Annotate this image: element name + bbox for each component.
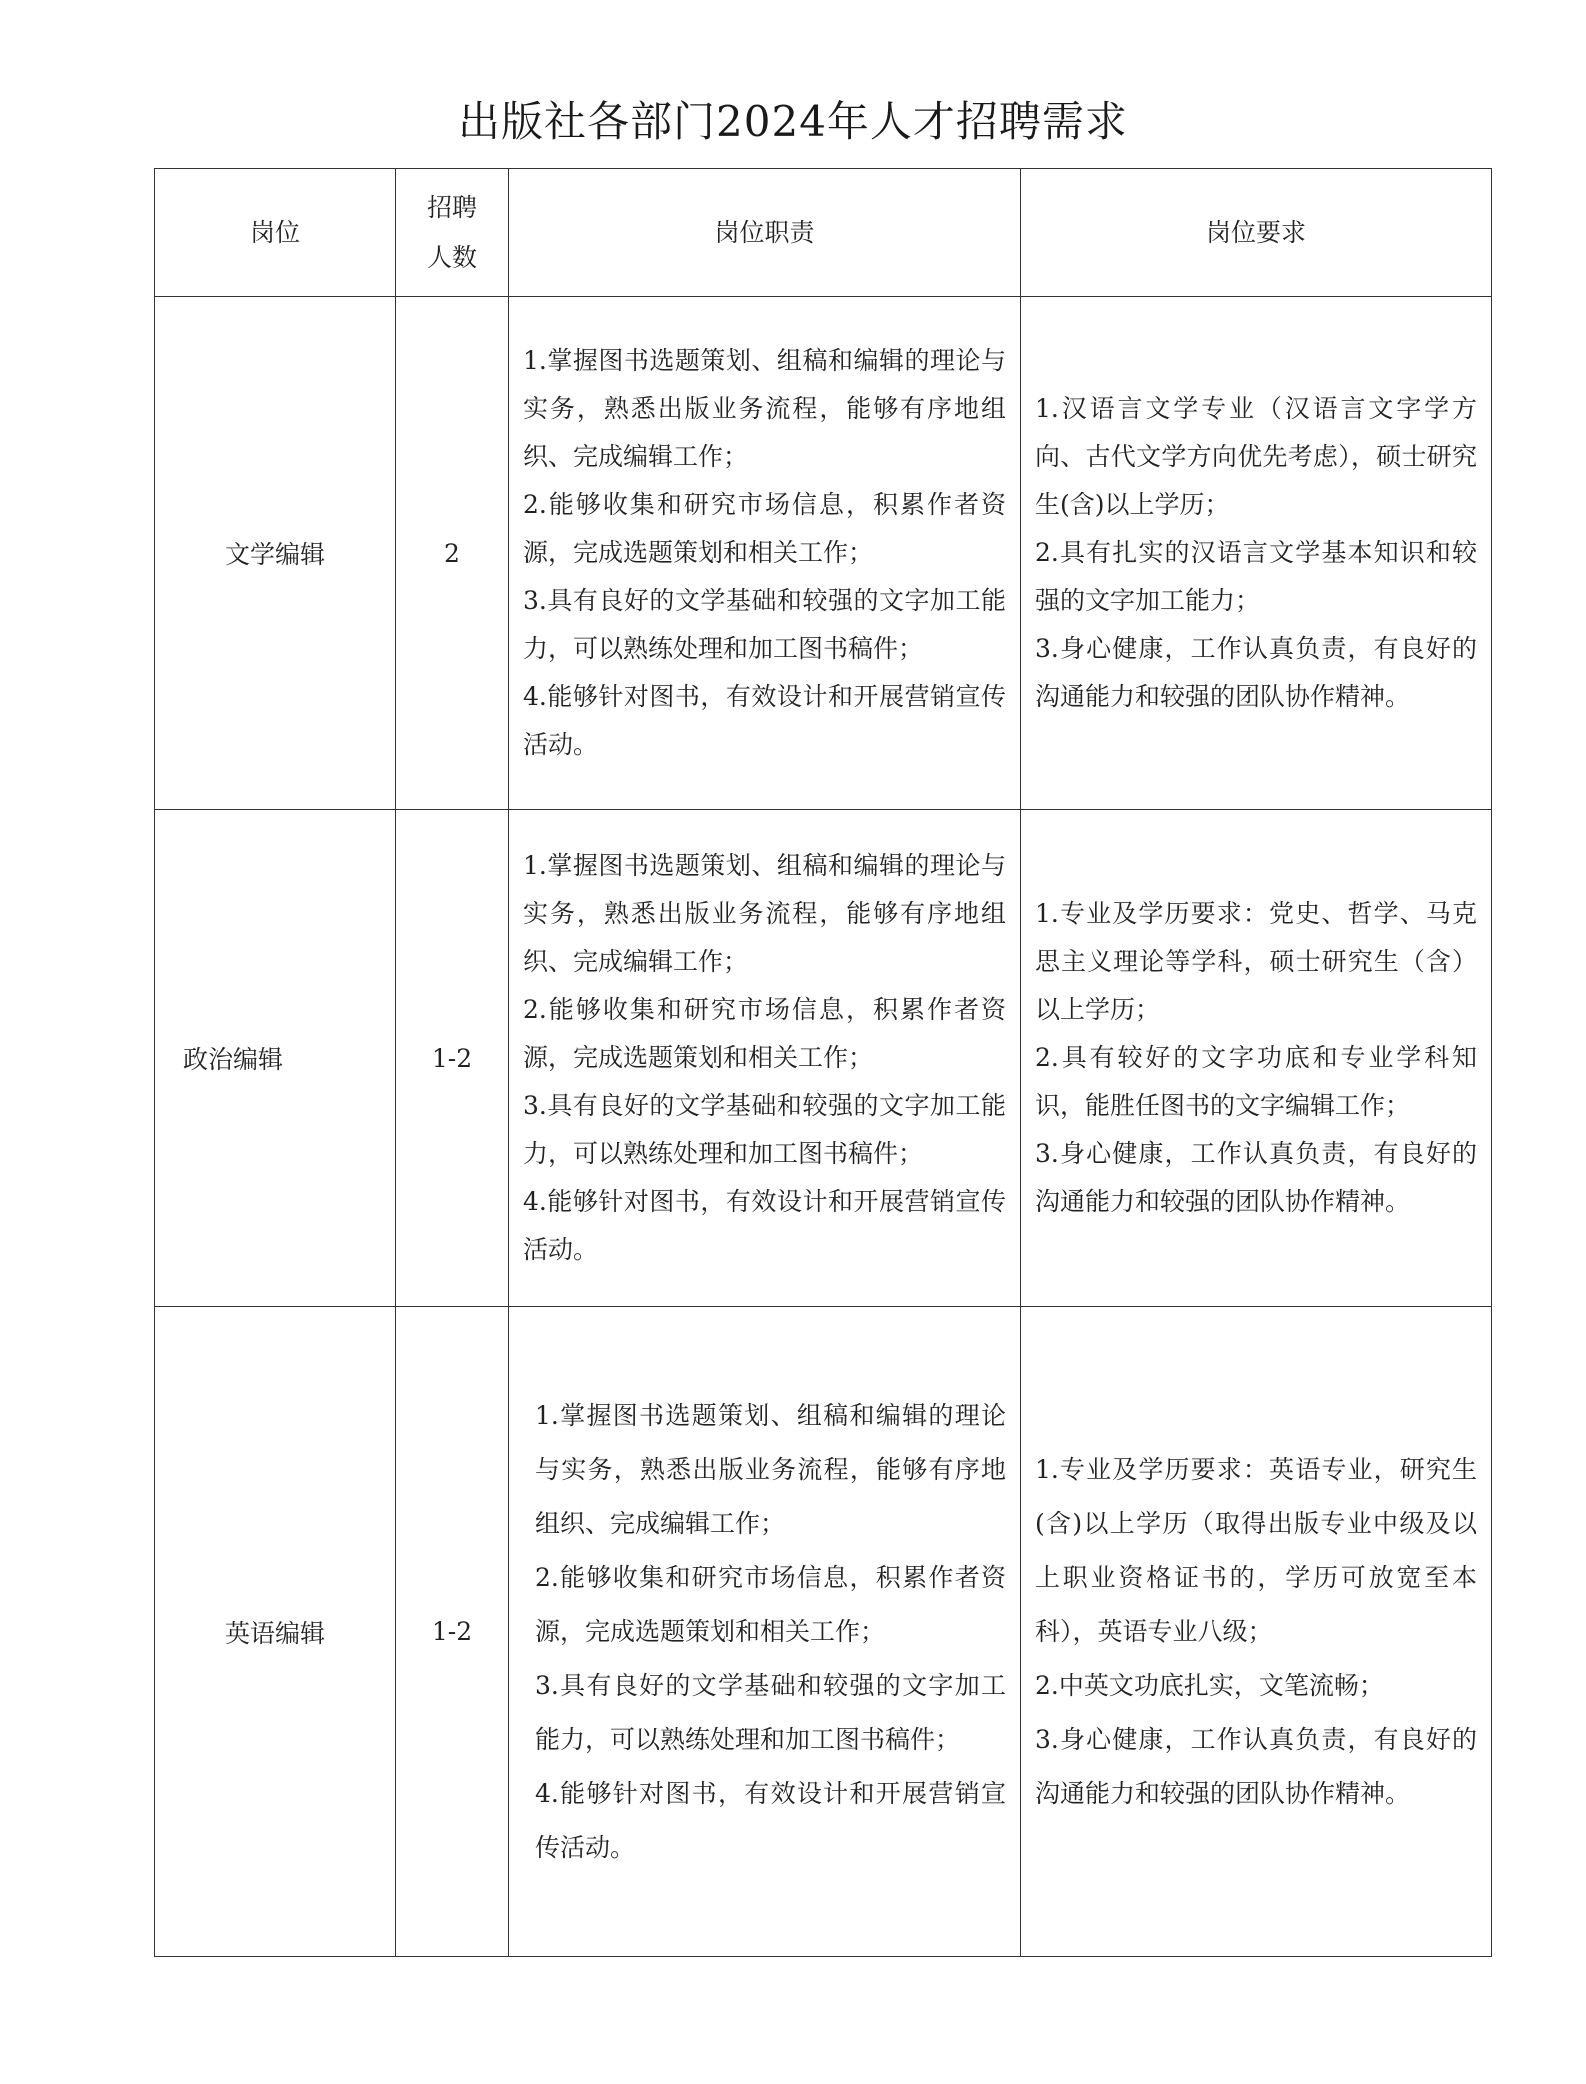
requirement-item: 2.中英文功底扎实，文笔流畅；	[1035, 1670, 1384, 1700]
count-cell: 1-2	[396, 1307, 509, 1957]
duty-item: 2.能够收集和研究市场信息，积累作者资源，完成选题策划和相关工作；	[523, 490, 1006, 567]
header-requirements: 岗位要求	[1021, 169, 1492, 297]
header-duties: 岗位职责	[509, 169, 1021, 297]
requirement-item: 1.专业及学历要求：英语专业，研究生(含)以上学历（取得出版专业中级及以上职业资格证书的，学历可放宽至本科），英语专业八级；	[1035, 1454, 1477, 1646]
requirements-cell	[1021, 1307, 1492, 1957]
duties-cell	[509, 1307, 1021, 1957]
requirements-cell	[1021, 810, 1492, 1307]
header-count-line1: 招聘	[426, 192, 477, 222]
duty-item: 2.能够收集和研究市场信息，积累作者资源，完成选题策划和相关工作；	[523, 995, 1006, 1072]
header-count	[396, 169, 509, 297]
duty-item: 3.具有良好的文学基础和较强的文字加工能力，可以熟练处理和加工图书稿件；	[523, 586, 1006, 663]
table-row	[155, 297, 1492, 810]
page-title: 出版社各部门2024年人才招聘需求	[458, 97, 1128, 146]
header-count-line2: 人数	[426, 242, 477, 272]
duties-cell	[509, 297, 1021, 810]
duty-item: 2.能够收集和研究市场信息，积累作者资源，完成选题策划和相关工作；	[535, 1562, 1006, 1646]
duty-item: 4.能够针对图书，有效设计和开展营销宣传活动。	[535, 1778, 1006, 1862]
table-row	[155, 810, 1492, 1307]
requirement-item: 3.身心健康，工作认真负责，有良好的沟通能力和较强的团队协作精神。	[1035, 634, 1477, 711]
requirements-cell	[1021, 297, 1492, 810]
requirement-item: 3.身心健康，工作认真负责，有良好的沟通能力和较强的团队协作精神。	[1035, 1724, 1477, 1808]
duty-item: 1.掌握图书选题策划、组稿和编辑的理论与实务，熟悉出版业务流程，能够有序地组织、完成编辑工作；	[523, 346, 1006, 471]
duty-item: 3.具有良好的文学基础和较强的文字加工能力，可以熟练处理和加工图书稿件；	[535, 1670, 1006, 1754]
duty-item: 1.掌握图书选题策划、组稿和编辑的理论与实务，熟悉出版业务流程，能够有序地组织、完成编辑工作；	[535, 1400, 1006, 1538]
requirement-item: 2.具有扎实的汉语言文学基本知识和较强的文字加工能力；	[1035, 538, 1477, 615]
count-cell: 1-2	[396, 810, 509, 1307]
duty-item: 1.掌握图书选题策划、组稿和编辑的理论与实务，熟悉出版业务流程，能够有序地组织、完成编辑工作；	[523, 851, 1006, 976]
requirement-item: 3.身心健康，工作认真负责，有良好的沟通能力和较强的团队协作精神。	[1035, 1139, 1477, 1216]
position-cell: 英语编辑	[155, 1307, 396, 1957]
requirement-item: 1.专业及学历要求：党史、哲学、马克思主义理论等学科，硕士研究生（含）以上学历；	[1035, 899, 1477, 1024]
requirement-item: 1.汉语言文学专业（汉语言文字学方向、古代文学方向优先考虑），硕士研究生(含)以上学历；	[1035, 394, 1477, 519]
duty-item: 4.能够针对图书，有效设计和开展营销宣传活动。	[523, 1187, 1006, 1264]
duty-item: 4.能够针对图书，有效设计和开展营销宣传活动。	[523, 682, 1006, 759]
position-cell: 政治编辑	[155, 810, 396, 1307]
position-cell: 文学编辑	[155, 297, 396, 810]
requirement-item: 2.具有较好的文字功底和专业学科知识，能胜任图书的文字编辑工作；	[1035, 1043, 1477, 1120]
header-position: 岗位	[155, 169, 396, 297]
table-row	[155, 1307, 1492, 1957]
duties-cell	[509, 810, 1021, 1307]
table-header-row	[155, 169, 1492, 297]
count-cell: 2	[396, 297, 509, 810]
duty-item: 3.具有良好的文学基础和较强的文字加工能力，可以熟练处理和加工图书稿件；	[523, 1091, 1006, 1168]
recruitment-table	[154, 168, 1492, 1957]
